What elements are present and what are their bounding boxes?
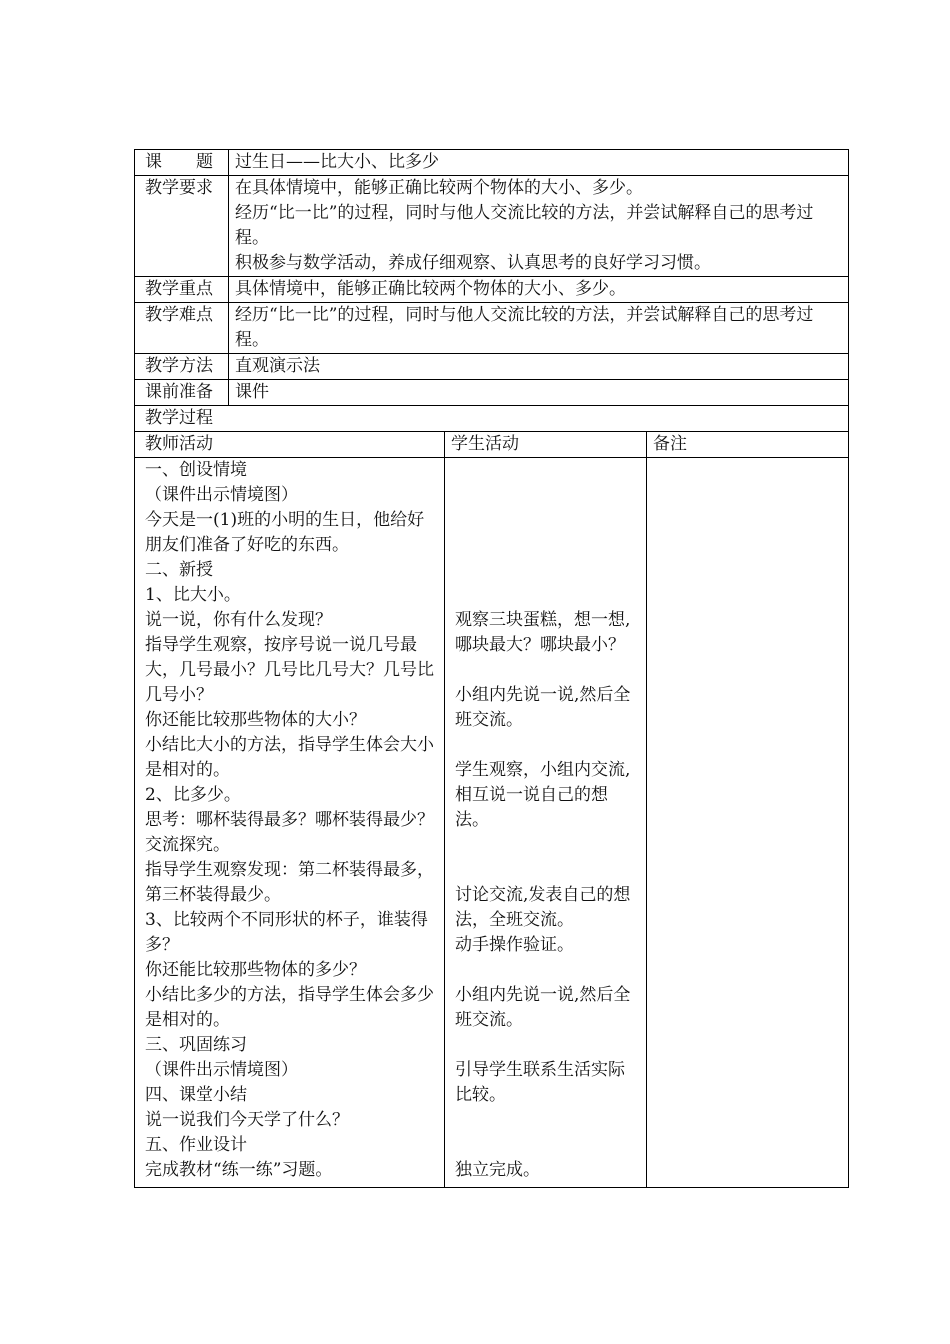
requirements-value <box>229 176 849 277</box>
requirement-item: 积极参与数学活动，养成仔细观察、认真思考的良好学习习惯。 <box>235 253 711 273</box>
row-process-title <box>135 406 849 432</box>
student-line: 动手操作验证。 <box>455 935 574 955</box>
row-difficulties <box>135 303 849 354</box>
teacher-line: 指导学生观察发现：第二杯装得最多，第三杯装得最少。 <box>145 860 434 905</box>
method-value <box>229 354 849 380</box>
student-line: 讨论交流,发表自己的想法，全班交流。 <box>455 885 631 930</box>
row-preparation <box>135 380 849 406</box>
teacher-line: 交流探究。 <box>145 835 230 855</box>
teacher-line: 小结比多少的方法，指导学生体会多少是相对的。 <box>145 985 434 1030</box>
requirement-item: 在具体情境中，能够正确比较两个物体的大小、多少。 <box>235 178 643 198</box>
row-topic <box>135 150 849 176</box>
teacher-line: （课件出示情境图） <box>145 1060 298 1080</box>
row-method <box>135 354 849 380</box>
topic-value <box>229 150 849 176</box>
preparation-label: 课前准备 <box>135 380 229 406</box>
teacher-line: 你还能比较那些物体的大小？ <box>145 710 366 730</box>
row-requirements <box>135 176 849 277</box>
key-points-value <box>229 277 849 303</box>
difficulties-text: 经历“比一比”的过程，同时与他人交流比较的方法，并尝试解释自己的思考过程。 <box>235 305 814 350</box>
row-activities <box>135 458 849 1188</box>
teacher-line: 小结比大小的方法，指导学生体会大小是相对的。 <box>145 735 434 780</box>
teacher-line: 你还能比较那些物体的多少？ <box>145 960 366 980</box>
teacher-line: （课件出示情境图） <box>145 485 298 505</box>
teacher-line: 说一说我们今天学了什么？ <box>145 1110 349 1130</box>
teacher-line: 完成教材“练一练”习题。 <box>145 1160 333 1180</box>
column-header-teacher: 教师活动 <box>135 432 445 458</box>
process-title: 教学过程 <box>135 406 849 432</box>
teacher-line: 三、巩固练习 <box>145 1035 247 1055</box>
key-points-label: 教学重点 <box>135 277 229 303</box>
teacher-line: 2、比多少。 <box>145 785 241 805</box>
teacher-line: 五、作业设计 <box>145 1135 247 1155</box>
notes-cell <box>647 458 849 1188</box>
requirements-label: 教学要求 <box>135 176 229 277</box>
teacher-line: 3、比较两个不同形状的杯子，谁装得多？ <box>145 910 428 955</box>
teacher-line: 思考：哪杯装得最多？哪杯装得最少？ <box>145 810 434 830</box>
teacher-line: 指导学生观察，按序号说一说几号最大，几号最小？几号比几号大？几号比几号小？ <box>145 635 434 705</box>
teacher-line: 四、课堂小结 <box>145 1085 247 1105</box>
teacher-line: 说一说，你有什么发现？ <box>145 610 332 630</box>
difficulties-label: 教学难点 <box>135 303 229 354</box>
lesson-plan-table <box>134 149 849 1188</box>
student-line: 学生观察，小组内交流,相互说一说自己的想法。 <box>455 760 631 830</box>
student-line: 小组内先说一说,然后全班交流。 <box>455 985 631 1030</box>
row-column-headers <box>135 432 849 458</box>
student-activities <box>445 458 647 1188</box>
student-line: 观察三块蛋糕，想一想,哪块最大？哪块最小？ <box>455 610 631 655</box>
column-header-student: 学生活动 <box>445 432 647 458</box>
topic-text: 过生日——比大小、比多少 <box>235 152 439 172</box>
teacher-activities <box>135 458 445 1188</box>
requirement-item: 经历“比一比”的过程，同时与他人交流比较的方法，并尝试解释自己的思考过程。 <box>235 203 814 248</box>
teacher-line: 1、比大小。 <box>145 585 241 605</box>
lesson-plan-sheet <box>134 149 848 1188</box>
student-line: 独立完成。 <box>455 1160 540 1180</box>
teacher-line: 今天是一(1)班的小明的生日，他给好朋友们准备了好吃的东西。 <box>145 510 425 555</box>
key-points-text: 具体情境中，能够正确比较两个物体的大小、多少。 <box>235 279 626 299</box>
topic-label: 课 题 <box>135 150 229 176</box>
difficulties-value <box>229 303 849 354</box>
preparation-value <box>229 380 849 406</box>
preparation-text: 课件 <box>235 382 269 402</box>
teacher-line: 一、创设情境 <box>145 460 247 480</box>
student-line: 引导学生联系生活实际比较。 <box>455 1060 625 1105</box>
student-line: 小组内先说一说,然后全班交流。 <box>455 685 631 730</box>
method-label: 教学方法 <box>135 354 229 380</box>
row-key-points <box>135 277 849 303</box>
method-text: 直观演示法 <box>235 356 320 376</box>
teacher-line: 二、新授 <box>145 560 213 580</box>
column-header-notes: 备注 <box>647 432 849 458</box>
